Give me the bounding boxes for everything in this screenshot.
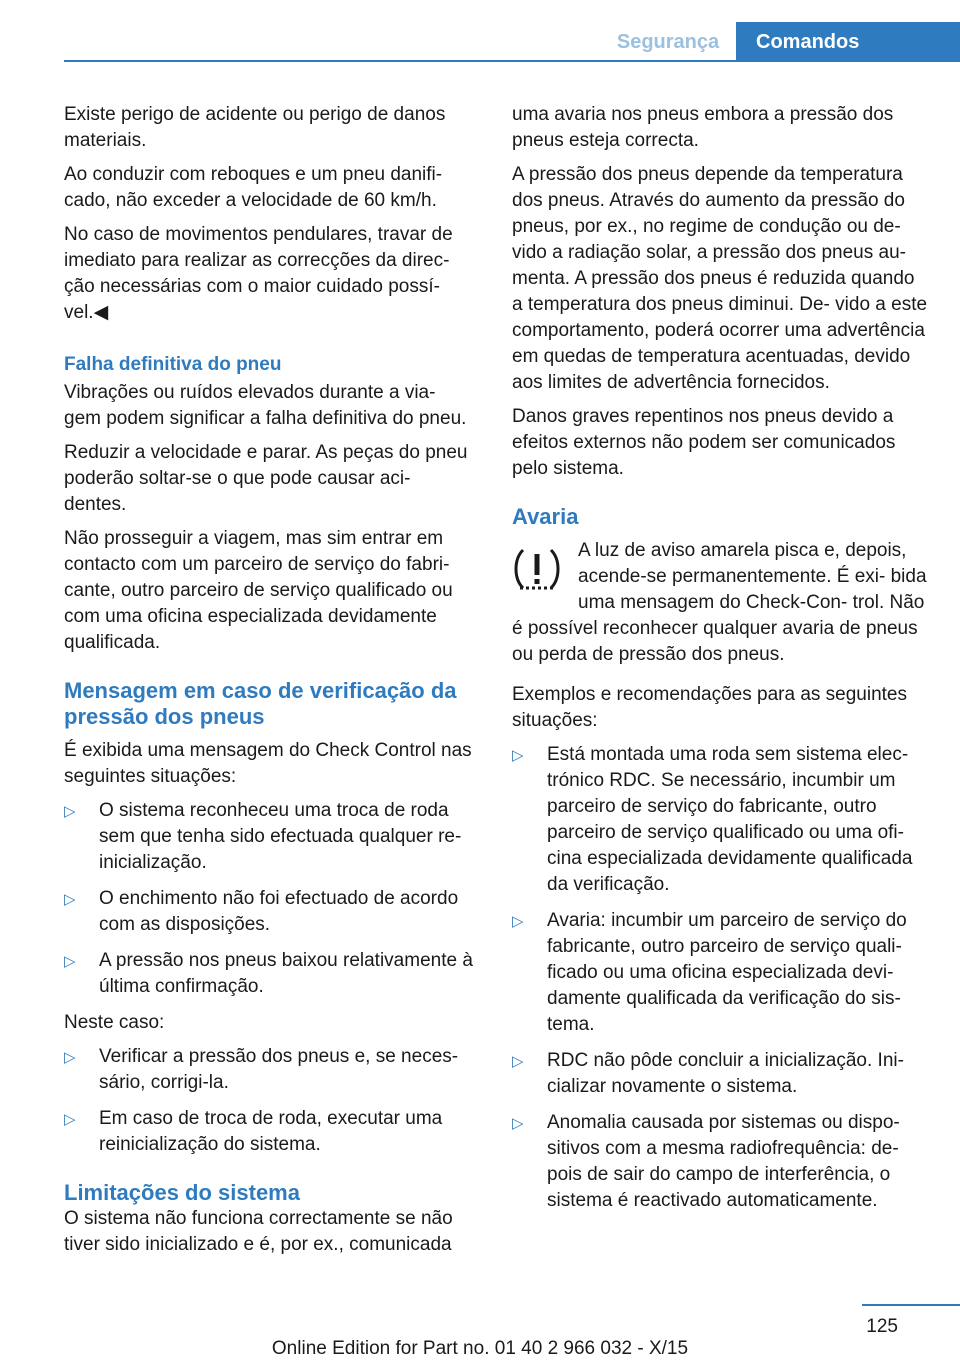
list-item: ▷ Anomalia causada por sistemas ou dispo‐ sitivos com a mesma radiofrequência: de‐ pois de sair do campo de interferência, o sistema é reactivado automaticamente. [512, 1112, 900, 1211]
paragraph: Neste caso: [64, 1012, 165, 1033]
paragraph: Ao conduzir com reboques e um pneu danifi‐ cado, não exceder a velocidade de 60 km/h. [64, 164, 443, 211]
paragraph: A pressão dos pneus depende da temperatura dos pneus. Através do aumento da pressão do pneus, por ex., no regime de condução ou de‐ vido a radiação solar, a pressão dos pneus au‐ menta. A pressão dos pneus é reduzida quando a temperatura dos pneus diminui. De‐ vido a este comportamento, poderá ocorrer uma advertência em quedas de temperatura acentuadas, devido aos limites de advertência fornecidos. [512, 164, 928, 393]
triangle-bullet-icon: ▷ [64, 1111, 76, 1128]
triangle-bullet-icon: ▷ [512, 913, 524, 930]
list-item: ▷ Avaria: incumbir um parceiro de serviço do fabricante, outro parceiro de serviço quali‐ ficado ou uma oficina especializada devi‐ damente qualificada da verificação do sis‐ tema. [512, 910, 907, 1035]
tire-pressure-warning-icon [512, 544, 562, 594]
triangle-bullet-icon: ▷ [64, 803, 76, 820]
list-item: ▷ O sistema reconheceu uma troca de roda sem que tenha sido efectuada qualquer re‐ inicialização. [64, 800, 462, 873]
right-column [512, 102, 928, 1224]
page-number: 125 [866, 1316, 898, 1337]
heading-system-limitations: Limitações do sistema [64, 1180, 300, 1205]
header-chapter-tab: Comandos [736, 22, 960, 62]
left-column [64, 102, 476, 1266]
triangle-bullet-icon: ▷ [512, 1053, 524, 1070]
list-item: ▷ O enchimento não foi efectuado de acordo com as disposições. [64, 888, 459, 935]
triangle-bullet-icon: ▷ [512, 747, 524, 764]
heading-malfunction: Avaria [512, 504, 579, 529]
paragraph: Existe perigo de acidente ou perigo de danos materiais. [64, 104, 446, 151]
paragraph: Não prosseguir a viagem, mas sim entrar em contacto com um parceiro de serviço do fabri‐ cante, outro parceiro de serviço qualificado ou com uma oficina especializada devidamente qualificada. [64, 528, 453, 653]
triangle-bullet-icon: ▷ [64, 891, 76, 908]
paragraph: Reduzir a velocidade e parar. As peças do pneu poderão soltar-se o que pode causar aci‐ dentes. [64, 442, 468, 515]
list-item: ▷ Está montada uma roda sem sistema elec‐ trónico RDC. Se necessário, incumbir um parceiro de serviço do fabricante, outro parceiro de serviço qualificado ou uma ofi‐ cina especializada devidamente qualificada da verificação. [512, 744, 913, 895]
paragraph: No caso de movimentos pendulares, travar de imediato para realizar as correcções da direc‐ ção necessárias com o maior cuidado possí‐ vel.◀ [64, 224, 453, 323]
list-item: ▷ A pressão nos pneus baixou relativamente à última confirmação. [64, 950, 473, 997]
paragraph: Danos graves repentinos nos pneus devido a efeitos externos não podem ser comunicados pelo sistema. [512, 406, 896, 479]
edition-footer: Online Edition for Part no. 01 40 2 966 032 - X/15 [271, 1338, 689, 1359]
action-list [64, 1044, 476, 1158]
triangle-bullet-icon: ▷ [512, 1115, 524, 1132]
triangle-bullet-icon: ▷ [64, 1049, 76, 1066]
warning-block [512, 538, 928, 668]
header-section-tab: Segurança [616, 31, 720, 53]
recommendation-list [512, 742, 928, 1214]
warning-text: A luz de aviso amarela pisca e, depois, acende-se permanentemente. É exi‐ bida uma mensagem do Check-Con‐ trol. Não é possível reconhecer qualquer avaria de pneus ou perda de pressão dos pneus. [512, 540, 927, 665]
subheading-tire-failure: Falha definitiva do pneu [64, 354, 282, 375]
page-number-rule [862, 1304, 960, 1306]
paragraph: O sistema não funciona correctamente se não tiver sido inicializado e é, por ex., comunicada [64, 1208, 453, 1255]
paragraph: uma avaria nos pneus embora a pressão dos pneus esteja correcta. [512, 104, 894, 151]
triangle-bullet-icon: ▷ [64, 953, 76, 970]
list-item: ▷ Verificar a pressão dos pneus e, se neces‐ sário, corrigi-la. [64, 1046, 459, 1093]
heading-check-message: Mensagem em caso de verificação da pressão dos pneus [64, 678, 457, 729]
situation-list [64, 798, 476, 1000]
paragraph: Vibrações ou ruídos elevados durante a via‐ gem podem significar a falha definitiva do pneu. [64, 382, 467, 429]
list-item: ▷ RDC não pôde concluir a inicialização. Ini‐ cializar novamente o sistema. [512, 1050, 904, 1097]
paragraph: Exemplos e recomendações para as seguintes situações: [512, 684, 908, 731]
list-item: ▷ Em caso de troca de roda, executar uma reinicialização do sistema. [64, 1108, 443, 1155]
paragraph: É exibida uma mensagem do Check Control nas seguintes situações: [64, 740, 472, 787]
